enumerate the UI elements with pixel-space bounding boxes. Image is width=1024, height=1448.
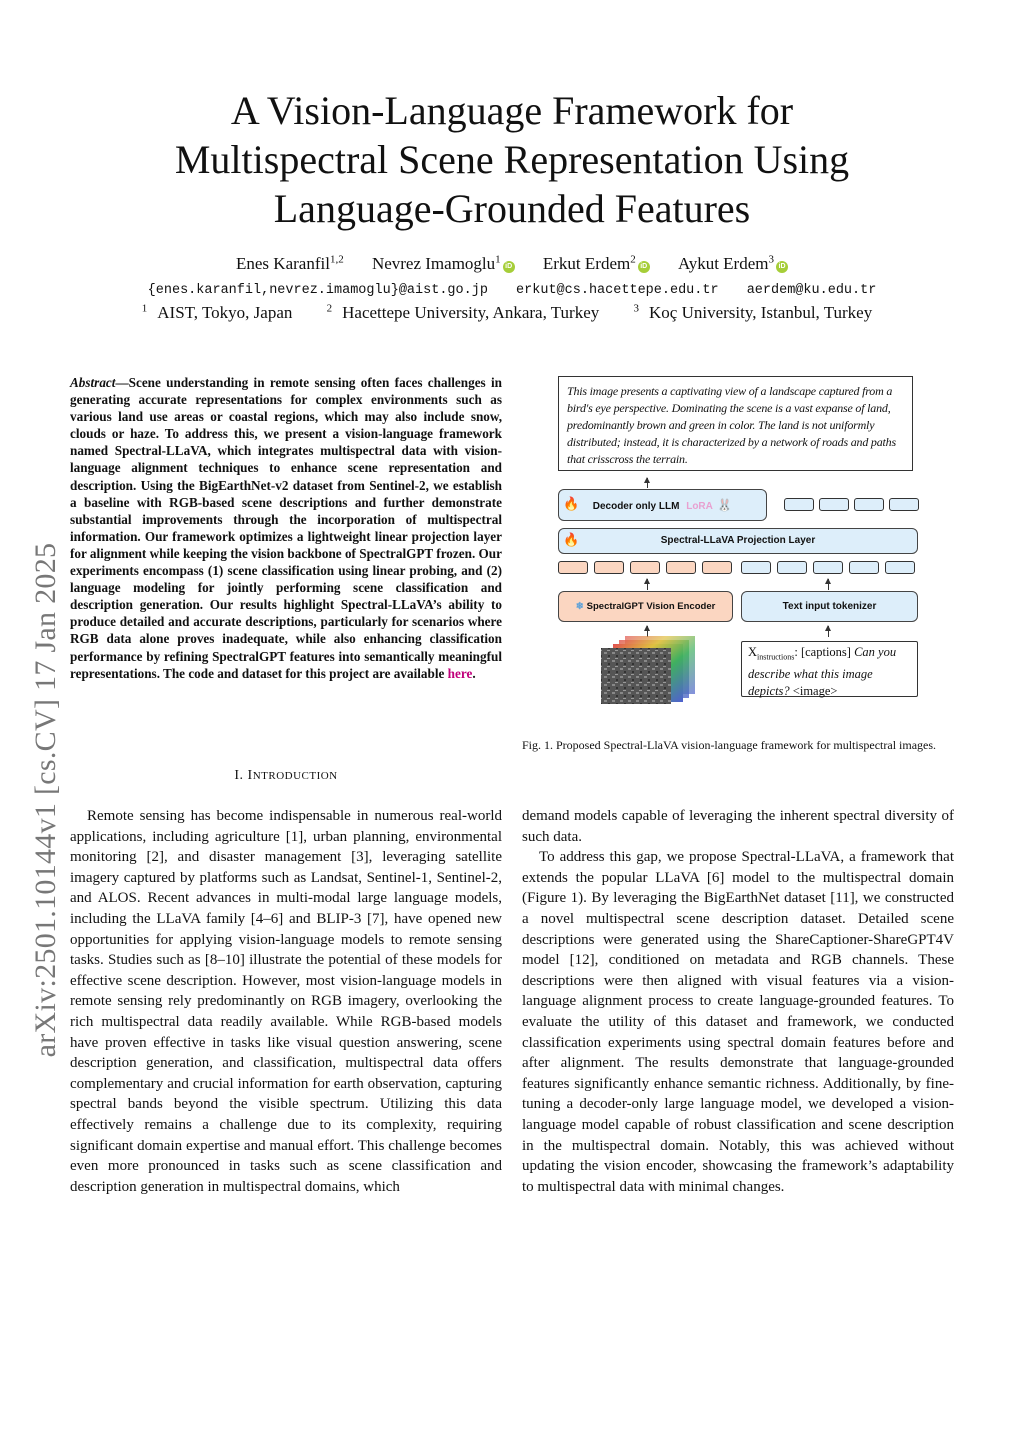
left-body-column: [70, 806, 502, 1197]
text-token: [854, 498, 884, 511]
author: [372, 254, 515, 273]
orcid-icon[interactable]: iD: [638, 261, 650, 273]
multispectral-stack-graphic: [595, 634, 725, 706]
affiliation: $^3$ Koç University, Istanbul, Turkey: [633, 302, 873, 322]
orcid-icon[interactable]: iD: [776, 261, 788, 273]
arrow-up-icon: [647, 478, 648, 488]
email[interactable]: {enes.karanfil,nevrez.imamoglu}@aist.go.jp: [147, 283, 488, 298]
abstract-text: —Scene understanding in remote sensing often faces challenges in generating accurate representations for complex environments such as various land use areas or coastal regions, which may also include snow, clouds or haze. To address this, we present a vision-language framework named Spectral-LLaVA, which integrates multispectral data with vision-language alignment techniques to enhance scene representation and description. Using the BigEarthNet-v2 dataset from Sentinel-2, we establish a baseline with RGB-based scene descriptions and further demonstrate substantial improvements through the incorporation of multispectral information. Our framework optimizes a lightweight linear projection layer for alignment while keeping the vision backbone of SpectralGPT frozen. Our experiments encompass (1) scene classification using linear probing, and (2) language modeling for jointly performing scene classification and description generation. Our results highlight Spectral-LLaVA’s ability to produce detailed and accurate descriptions, particularly for scenarios where RGB data alone proves inadequate, while also enhancing classification performance by refining SpectralGPT features into semantically meaningful representations. The code and dataset for this project are available: [70, 375, 502, 681]
paragraph: demand models capable of leveraging the inherent spectral diversity of such data.: [522, 808, 954, 845]
arrow-up-icon: [828, 579, 829, 590]
instruction-input-box: $X_{instructions}$: [captions] Can you describe what this image depicts? <image>: [741, 641, 918, 697]
vision-encoder-block: [558, 591, 733, 622]
title-line: Language-Grounded Features: [273, 186, 751, 231]
author-name: Enes Karanfil: [236, 253, 330, 273]
author-emails: [60, 283, 964, 298]
paragraph: To address this gap, we propose Spectral-LLaVA, a framework that extends the popular LLaVA [6] model to the multispectral domain (Figure 1). By leveraging the BigEarthNet dataset [11], we constructed a novel multispectral scene description dataset. Detailed scene descriptions were generated using the ShareCaptioner-ShareGPT4V model [12], conditioned on metadata and RGB channels. These descriptions were then aligned with visual features via a vision-language alignment process to create language-grounded features. To evaluate the utility of this dataset and framework, we conducted classification experiments using spectral domain features before and after alignment. The results demonstrate that language-grounded features significantly enhance semantic richness. Additionally, by fine-tuning a decoder-only large language model, we developed a vision-language model capable of robust classification and scene description in the multispectral domain. Notably, this was achieved without updating the vision encoder, showcasing the framework’s adaptability to multispectral data with minimal changes.: [522, 849, 954, 1195]
author: [236, 254, 344, 273]
email[interactable]: erkut@cs.hacettepe.edu.tr: [516, 283, 719, 298]
abstract: [70, 374, 502, 682]
author-affil-sup: 1: [495, 253, 501, 265]
text-token: [885, 561, 915, 574]
decoder-llm-block: [558, 489, 767, 521]
lora-label: LoRA: [686, 501, 713, 512]
multispectral-image-stack: [595, 634, 725, 706]
decoder-label: Decoder only LLM: [592, 501, 680, 512]
projection-layer-block: [558, 528, 918, 554]
output-caption-box: This image presents a captivating view of a landscape captured from a bird's eye perspective. Dominating the scene is a vast expanse of land, predominantly brown and green in color. The land is not uniformly distributed; instead, it is characterized by a network of roads and paths that crisscross the terrain.: [558, 376, 913, 471]
code-link[interactable]: here: [447, 665, 473, 681]
image-token: [666, 561, 696, 574]
image-token: [702, 561, 732, 574]
author: [678, 254, 788, 273]
framework-figure: [555, 376, 923, 701]
text-token: [741, 561, 771, 574]
flame-icon: 🔥: [563, 496, 580, 511]
text-tokenizer-block: [741, 591, 918, 622]
orcid-icon[interactable]: iD: [503, 261, 515, 273]
paragraph: Remote sensing has become indispensable in numerous real-world applications, including agriculture [1], urban planning, environmental monitoring [2], and disaster management [3], leveraging satellite imagery captured by platforms such as Landsat, Sentinel-1, Sentinel-2, and ALOS. Recent advances in multi-modal large language models, including the LLaVA family [4–6] and BLIP-3 [7], have opened new opportunities for applying vision-language models to remote sensing tasks. Studies such as [8–10] illustrate the potential of these models for effective scene description. However, most vision-language models in remote sensing rely predominantly on RGB imagery, overlooking the rich multispectral data readily available. While RGB-based models have proven effective in tasks like visual question answering, scene description generation, and classification, multispectral data offers complementary and crucial information for earth observation, capturing spectral bands beyond the visible spectrum. Utilizing this data effectively remains a challenge due to its complexity, requiring significant domain expertise and manual effort. This challenge becomes even more pronounced in tasks such as scene classification and description generation in multispectral domains, which: [70, 808, 502, 1195]
author-affil-sup: 2: [630, 253, 636, 265]
projection-label: Spectral-LLaVA Projection Layer: [660, 535, 816, 546]
image-token: [594, 561, 624, 574]
arrow-up-icon: [828, 626, 829, 637]
text-token: [784, 498, 814, 511]
text-token: [849, 561, 879, 574]
author-list: [100, 253, 924, 274]
abstract-end: .: [472, 665, 476, 681]
author-name: Nevrez Imamoglu: [371, 253, 496, 273]
snowflake-icon: ❄: [575, 601, 584, 612]
arrow-up-icon: [647, 579, 648, 590]
paper-title: [100, 86, 924, 233]
encoder-label: SpectralGPT Vision Encoder: [586, 601, 716, 612]
author-affil-sup: 1,2: [329, 253, 344, 265]
text-token: [819, 498, 849, 511]
right-body-column: [522, 806, 954, 1197]
affiliations: [60, 302, 964, 323]
author: [543, 254, 650, 273]
image-token: [558, 561, 588, 574]
section-heading: I. INTRODUCTION: [234, 768, 338, 783]
email[interactable]: aerdem@ku.edu.tr: [746, 283, 877, 298]
affiliation: $^2$ Hacettepe University, Ankara, Turkey: [326, 302, 600, 322]
lora-mascot-icon: 🐰: [717, 498, 733, 512]
author-name: Erkut Erdem: [542, 253, 631, 273]
tokenizer-label: Text input tokenizer: [782, 601, 877, 612]
figure-caption: Fig. 1. Proposed Spectral-LlaVA vision-language framework for multispectral images.: [522, 738, 937, 752]
flame-icon: 🔥: [563, 532, 580, 547]
author-affil-sup: 3: [768, 253, 774, 265]
author-name: Aykut Erdem: [677, 253, 769, 273]
abstract-lead: Abstract: [70, 375, 116, 390]
title-line: Multispectral Scene Representation Using: [174, 137, 850, 182]
title-line: A Vision-Language Framework for: [230, 88, 794, 133]
arxiv-identifier: arXiv:2501.10144v1 [cs.CV] 17 Jan 2025: [29, 542, 62, 1058]
text-token: [813, 561, 843, 574]
affiliation: $^1$ AIST, Tokyo, Japan: [141, 302, 293, 322]
text-token: [889, 498, 919, 511]
image-token: [630, 561, 660, 574]
text-token: [777, 561, 807, 574]
